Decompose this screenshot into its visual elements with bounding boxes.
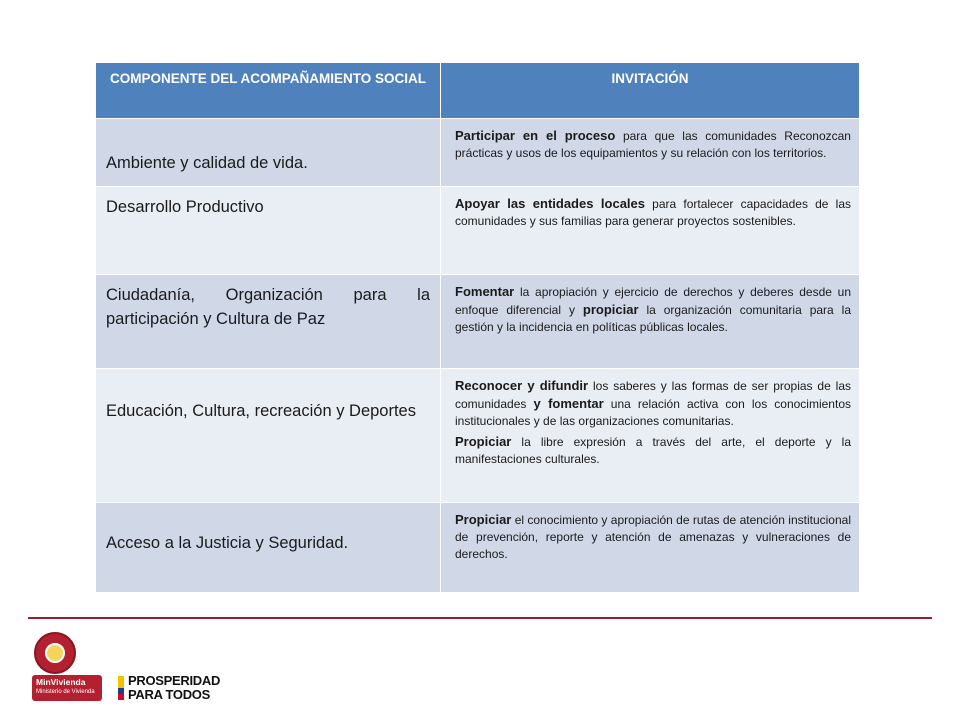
invitation-cell [441,187,860,275]
prosperidad-logo-line1: PROSPERIDAD [128,673,221,688]
invitation-text: la libre expresión a través del arte, el deporte y la manifestaciones culturales. [455,435,851,466]
invitation-text: para que las comunidades Reconozcan prácticas y usos de los equipamientos y su relación con los territorios. [455,129,851,160]
minvivienda-logo [32,675,102,701]
invitation-cell [441,119,860,187]
paragraph-spacer [455,430,851,433]
table-row [96,119,860,187]
invitation-bold: Participar en el proceso [455,128,616,143]
invitation-text: el conocimiento y apropiación de rutas de atención institucional de prevención, reporte y atención de amenazas y vulneraciones de derechos. [455,513,851,561]
invitation-bold: y fomentar [533,396,604,411]
invitation-text: para fortalecer capacidades de las comunidades y sus familias para generar proyectos sostenibles. [455,197,851,228]
invitation-cell [441,503,860,593]
invitation-cell [441,275,860,369]
components-table-container [95,62,859,593]
table-row [96,275,860,369]
prosperidad-logo-line2: PARA TODOS [128,687,210,702]
invitation-bold: Reconocer y difundir [455,378,589,393]
minvivienda-logo-title: MinVivienda [36,677,86,687]
colombia-flag-icon [118,676,124,700]
table-row [96,503,860,593]
invitation-cell [441,369,860,503]
prosperidad-logo [128,674,220,702]
colombia-seal-icon [34,632,76,674]
footer-divider [28,617,932,619]
invitation-text: los saberes y las formas de ser propias de las comunidades [455,379,851,411]
component-cell: Ambiente y calidad de vida. [96,119,441,187]
components-table [95,62,860,593]
component-cell: Ciudadanía, Organización para la participación y Cultura de Paz [96,275,441,369]
invitation-bold: Apoyar las entidades locales [455,196,645,211]
table-header-row [96,63,860,119]
invitation-bold: propiciar [582,302,639,317]
invitation-text: una relación activa con los conocimientos institucionales y de las organizaciones comunitarias. [455,397,851,428]
minvivienda-logo-subtitle: Ministerio de Vivienda [36,689,95,695]
invitation-bold: Fomentar [455,284,515,299]
table-row [96,187,860,275]
header-component: COMPONENTE DEL ACOMPAÑAMIENTO SOCIAL [96,63,441,119]
header-invitation: INVITACIÓN [441,63,860,119]
table-row [96,369,860,503]
invitation-bold: Propiciar [455,512,512,527]
invitation-bold: Propiciar [455,434,512,449]
invitation-text: la organización comunitaria para la gestión y la incidencia en políticas públicas locales. [455,303,851,334]
component-cell: Desarrollo Productivo [96,187,441,275]
component-cell: Acceso a la Justicia y Seguridad. [96,503,441,593]
invitation-text: la apropiación y ejercicio de derechos y deberes desde un enfoque diferencial y [455,285,851,317]
component-cell: Educación, Cultura, recreación y Deportes [96,369,441,503]
